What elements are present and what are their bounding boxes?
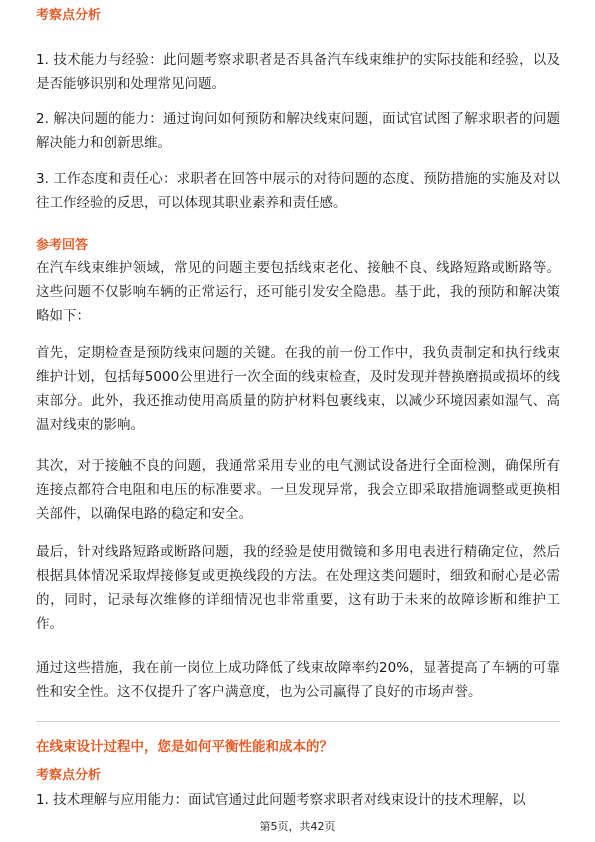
answer-paragraph: 首先，定期检查是预防线束问题的关键。在我的前一份工作中，我负责制定和执行线束维护计划，包括每5000公里进行一次全面的线束检查，及时发现并替换磨损或损坏的线束部分。此外，我还推动使用高质量的防护材料包裹线束，以减少环境因素如湿气、高温对线束的影响。 <box>36 345 560 433</box>
analysis-heading: 考察点分析 <box>36 768 102 783</box>
answer-heading: 参考回答 <box>36 238 89 253</box>
answer-paragraph: 在汽车线束维护领域，常见的问题主要包括线束老化、接触不良、线路短路或断路等。这些问题不仅影响车辆的正常运行，还可能引发安全隐患。基于此，我的预防和解决策略如下： <box>36 260 560 324</box>
section-divider <box>36 721 560 722</box>
analysis-point: 2. 解决问题的能力：通过询问如何预防和解决线束问题，面试官试图了解求职者的问题解决能力和创新思维。 <box>36 111 560 151</box>
analysis-point: 1. 技术能力与经验：此问题考察求职者是否具备汽车线束维护的实际技能和经验，以及是否能够识别和处理常见问题。 <box>36 52 560 92</box>
page-number: 第5页，共42页 <box>259 820 336 833</box>
question-title: 在线束设计过程中，您是如何平衡性能和成本的？ <box>36 739 333 755</box>
analysis-heading: 考察点分析 <box>36 8 102 23</box>
analysis-point: 1. 技术理解与应用能力：面试官通过此问题考察求职者对线束设计的技术理解，以 <box>36 792 526 808</box>
answer-paragraph: 其次，对于接触不良的问题，我通常采用专业的电气测试设备进行全面检测，确保所有连接点都符合电阻和电压的标准要求。一旦发现异常，我会立即采取措施调整或更换相关部件，以确保电路的稳定和安全。 <box>36 458 560 522</box>
answer-paragraph: 通过这些措施，我在前一岗位上成功降低了线束故障率约20%，显著提高了车辆的可靠性和安全性。这不仅提升了客户满意度，也为公司赢得了良好的市场声誉。 <box>36 660 560 700</box>
analysis-point: 3. 工作态度和责任心：求职者在回答中展示的对待问题的态度、预防措施的实施及对以往工作经验的反思，可以体现其职业素养和责任感。 <box>36 171 560 211</box>
answer-paragraph: 最后，针对线路短路或断路问题，我的经验是使用微镜和多用电表进行精确定位，然后根据具体情况采取焊接修复或更换线段的方法。在处理这类问题时，细致和耐心是必需的，同时，记录每次维修的详细情况也非常重要，这有助于未来的故障诊断和维护工作。 <box>36 544 560 632</box>
